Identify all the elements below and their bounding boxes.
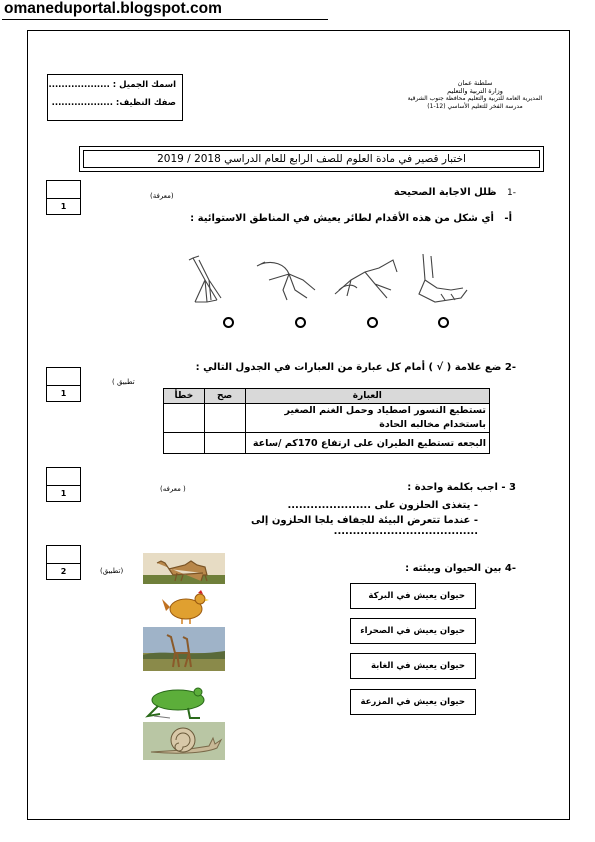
q4-score-box: [46, 545, 81, 580]
row-false-cell[interactable]: [164, 433, 205, 454]
answer-box-farm[interactable]: [350, 689, 476, 715]
q2-table: [163, 388, 490, 454]
q4-title: بين الحيوان وبيئته :: [405, 563, 502, 574]
answer-box-forest[interactable]: [350, 653, 476, 679]
col-statement: العبارة: [245, 389, 490, 404]
q3-number: 3 -: [501, 482, 516, 493]
row-false-cell[interactable]: [164, 404, 205, 433]
student-class-field[interactable]: صفك النظيف: ...................: [51, 98, 176, 108]
giraffe-image: [143, 627, 225, 671]
col-false: خطأ: [164, 389, 205, 404]
answer-label: حيوان يعيش في الغابة: [370, 661, 465, 671]
exam-title-box: [79, 146, 544, 172]
ministry-line: مدرسة الفخر للتعليم الأساسي (12-1): [427, 102, 523, 110]
answer-box-pond[interactable]: [350, 583, 476, 609]
col-true: صح: [204, 389, 245, 404]
table-row: [164, 433, 490, 454]
q3-item-2: - عندما تتعرض البيئة للجفاف يلجا الحلزون إلى ......................................: [251, 515, 478, 537]
q3-item-1: - يتغذى الحلزون على ......................: [287, 500, 478, 511]
q3-item-text[interactable]: عندما تتعرض البيئة للجفاف يلجا الحلزون إلى ......................................: [251, 515, 478, 537]
q4-number: -4: [504, 563, 516, 574]
q1-score-box: [46, 180, 81, 215]
q2-score: 1: [60, 389, 67, 398]
q2-heading: [190, 362, 516, 373]
q3-score-box: [46, 467, 81, 502]
q1-score: 1: [60, 202, 67, 211]
bird-feet-illustration: [185, 250, 475, 310]
q2-tag: ( تطبيق: [112, 378, 135, 386]
row-true-cell[interactable]: [204, 433, 245, 454]
q1-option-1[interactable]: [223, 317, 234, 328]
row-statement: تستطيع النسور اصطياد وحمل الغنم الصغير باستخدام مخالبه الحادة: [245, 404, 490, 433]
q4-score: 2: [60, 567, 67, 576]
perching-foot-icon: [257, 262, 315, 300]
row-true-cell[interactable]: [204, 404, 245, 433]
talon-foot-icon: [419, 254, 467, 302]
table-row: [164, 404, 490, 433]
ministry-header: [400, 80, 550, 110]
webbed-foot-icon: [189, 256, 221, 302]
q3-tag: (معرفه ): [160, 485, 186, 493]
student-name-field[interactable]: اسمك الجميل : ...................: [48, 80, 176, 90]
frog-image: [140, 682, 216, 722]
q3-score: 1: [60, 489, 67, 498]
q1-subquestion: [140, 213, 512, 224]
q1-tag: (معرفة): [150, 192, 174, 200]
q3-item-text[interactable]: يتغذى الحلزون على ......................: [287, 500, 471, 511]
q2-title: ضع علامة ( √ ) أمام كل عبارة من العبارات في الجدول التالي :: [195, 362, 502, 373]
answer-label: حيوان يعيش في البركة: [368, 591, 465, 601]
q2-number: -2: [504, 362, 516, 373]
q1-title: ظلل الاجابة الصحيحة: [393, 187, 497, 198]
answer-label: حيوان يعيش في الصحراء: [360, 626, 465, 636]
ministry-line: وزارة التربية والتعليم: [447, 86, 503, 95]
site-url[interactable]: omaneduportal.blogspot.com: [4, 0, 222, 17]
ministry-line: سلطنة عمان: [457, 79, 493, 87]
row-statement: البجعه تستطيع الطيران على ارتفاع 170كم /ساعة: [245, 433, 490, 454]
hen-image: [160, 589, 210, 625]
q1-option-3[interactable]: [367, 317, 378, 328]
q4-tag: (تطبيق): [100, 567, 124, 575]
q1-option-2[interactable]: [295, 317, 306, 328]
camel-image: [143, 553, 225, 584]
q1-sub-letter: أ-: [504, 213, 512, 224]
q3-title: اجب بكلمة واحدة :: [407, 482, 498, 493]
q1-sub-text: أي شكل من هذه الأقدام لطائر يعيش في المناطق الاستوائية :: [190, 213, 494, 224]
site-underline: [2, 19, 328, 20]
q3-heading: [380, 482, 516, 493]
answer-box-desert[interactable]: [350, 618, 476, 644]
zygodactyl-foot-icon: [335, 260, 397, 298]
student-info-box: [47, 74, 183, 121]
snail-image: [143, 722, 225, 760]
ministry-line: المديرية العامة للتربية والتعليم محافظة جنوب الشرقية: [407, 95, 543, 102]
table-header-row: [164, 389, 490, 404]
q1-number: -1: [507, 188, 516, 198]
exam-title: اختبار قصير في مادة العلوم للصف الرابع للعام الدراسي 2018 / 2019: [83, 150, 540, 168]
q1-option-4[interactable]: [438, 317, 449, 328]
answer-label: حيوان يعيش في المزرعة: [360, 697, 465, 707]
q1-heading: [330, 187, 516, 198]
q4-heading: [400, 563, 516, 574]
q2-score-box: [46, 367, 81, 402]
